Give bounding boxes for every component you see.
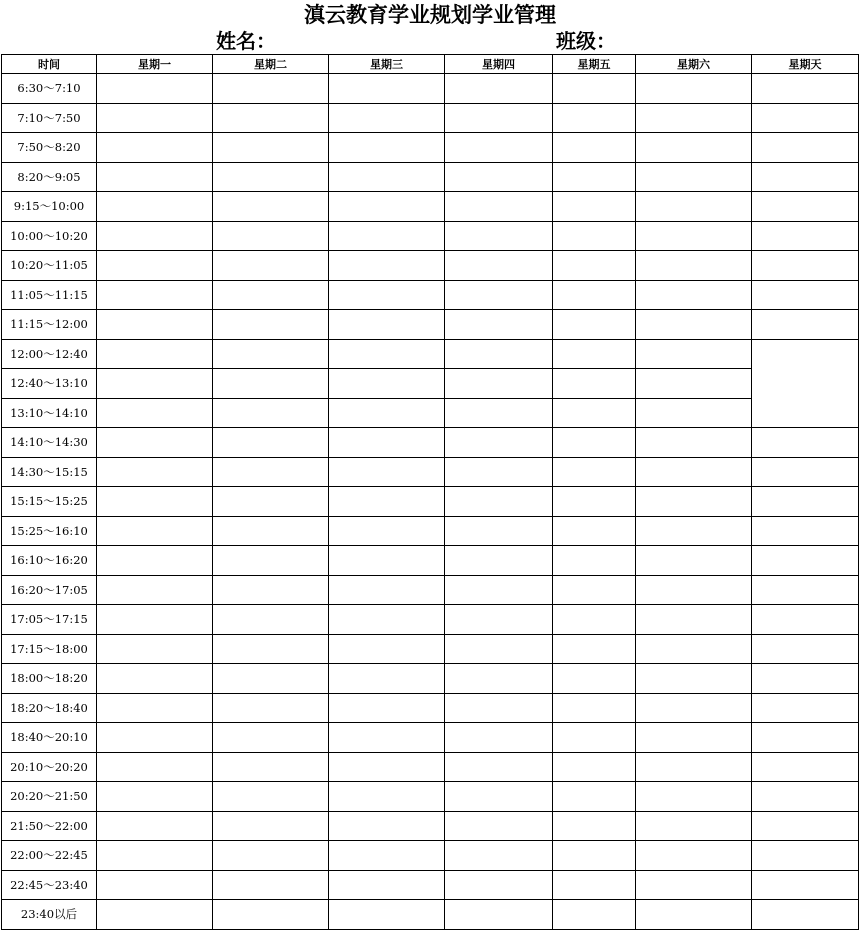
time-slot-cell: 7:50～8:20 [2, 133, 97, 163]
schedule-cell-monday[interactable] [97, 251, 213, 281]
schedule-cell-monday[interactable] [97, 457, 213, 487]
schedule-cell-saturday[interactable] [636, 575, 752, 605]
schedule-cell-saturday[interactable] [636, 811, 752, 841]
time-slot-cell: 18:40～20:10 [2, 723, 97, 753]
schedule-cell-monday[interactable] [97, 398, 213, 428]
schedule-cell-friday[interactable] [553, 339, 636, 369]
table-row [2, 811, 859, 841]
schedule-cell-sunday[interactable] [752, 870, 859, 900]
schedule-cell-thursday[interactable] [445, 192, 553, 222]
table-row [2, 546, 859, 576]
schedule-cell-saturday[interactable] [636, 841, 752, 871]
schedule-cell-monday[interactable] [97, 369, 213, 399]
schedule-table [1, 54, 859, 930]
time-slot-cell: 22:45～23:40 [2, 870, 97, 900]
time-slot-cell: 9:15～10:00 [2, 192, 97, 222]
schedule-cell-sunday[interactable] [752, 310, 859, 340]
schedule-cell-wednesday[interactable] [329, 841, 445, 871]
schedule-cell-tuesday[interactable] [213, 664, 329, 694]
schedule-cell-monday[interactable] [97, 428, 213, 458]
schedule-cell-sunday[interactable] [752, 339, 859, 428]
schedule-cell-monday[interactable] [97, 782, 213, 812]
schedule-cell-saturday[interactable] [636, 398, 752, 428]
schedule-cell-sunday[interactable] [752, 487, 859, 517]
schedule-cell-thursday[interactable] [445, 251, 553, 281]
schedule-cell-sunday[interactable] [752, 74, 859, 104]
schedule-cell-wednesday[interactable] [329, 752, 445, 782]
schedule-cell-sunday[interactable] [752, 811, 859, 841]
schedule-cell-tuesday[interactable] [213, 782, 329, 812]
schedule-cell-monday[interactable] [97, 693, 213, 723]
schedule-cell-friday[interactable] [553, 487, 636, 517]
schedule-cell-monday[interactable] [97, 811, 213, 841]
schedule-cell-sunday[interactable] [752, 900, 859, 930]
schedule-cell-wednesday[interactable] [329, 251, 445, 281]
schedule-cell-saturday[interactable] [636, 339, 752, 369]
schedule-cell-thursday[interactable] [445, 516, 553, 546]
schedule-cell-wednesday[interactable] [329, 487, 445, 517]
schedule-cell-saturday[interactable] [636, 74, 752, 104]
schedule-cell-tuesday[interactable] [213, 457, 329, 487]
schedule-cell-thursday[interactable] [445, 575, 553, 605]
schedule-cell-tuesday[interactable] [213, 575, 329, 605]
schedule-cell-thursday[interactable] [445, 723, 553, 753]
time-slot-cell: 15:15～15:25 [2, 487, 97, 517]
schedule-cell-thursday[interactable] [445, 133, 553, 163]
schedule-cell-monday[interactable] [97, 339, 213, 369]
table-row [2, 428, 859, 458]
schedule-cell-friday[interactable] [553, 280, 636, 310]
schedule-cell-sunday[interactable] [752, 221, 859, 251]
schedule-cell-friday[interactable] [553, 723, 636, 753]
schedule-cell-sunday[interactable] [752, 841, 859, 871]
schedule-cell-sunday[interactable] [752, 280, 859, 310]
schedule-cell-thursday[interactable] [445, 74, 553, 104]
schedule-cell-friday[interactable] [553, 369, 636, 399]
schedule-cell-thursday[interactable] [445, 487, 553, 517]
schedule-cell-monday[interactable] [97, 516, 213, 546]
schedule-cell-tuesday[interactable] [213, 74, 329, 104]
schedule-cell-thursday[interactable] [445, 634, 553, 664]
time-slot-cell: 11:05～11:15 [2, 280, 97, 310]
schedule-cell-friday[interactable] [553, 782, 636, 812]
schedule-cell-wednesday[interactable] [329, 162, 445, 192]
time-slot-cell: 11:15～12:00 [2, 310, 97, 340]
schedule-cell-saturday[interactable] [636, 900, 752, 930]
schedule-cell-monday[interactable] [97, 900, 213, 930]
time-slot-cell: 20:20～21:50 [2, 782, 97, 812]
schedule-cell-wednesday[interactable] [329, 428, 445, 458]
schedule-cell-tuesday[interactable] [213, 251, 329, 281]
schedule-cell-tuesday[interactable] [213, 605, 329, 635]
schedule-cell-monday[interactable] [97, 664, 213, 694]
header-tuesday: 星期二 [213, 55, 329, 74]
table-row [2, 398, 859, 428]
schedule-cell-wednesday[interactable] [329, 310, 445, 340]
schedule-cell-saturday[interactable] [636, 723, 752, 753]
schedule-cell-wednesday[interactable] [329, 664, 445, 694]
table-row [2, 782, 859, 812]
schedule-cell-sunday[interactable] [752, 605, 859, 635]
schedule-cell-wednesday[interactable] [329, 723, 445, 753]
table-row [2, 752, 859, 782]
schedule-cell-sunday[interactable] [752, 634, 859, 664]
schedule-cell-saturday[interactable] [636, 280, 752, 310]
schedule-cell-tuesday[interactable] [213, 280, 329, 310]
schedule-cell-friday[interactable] [553, 870, 636, 900]
schedule-cell-saturday[interactable] [636, 487, 752, 517]
schedule-cell-thursday[interactable] [445, 339, 553, 369]
class-label: 班级： [556, 29, 616, 53]
schedule-cell-sunday[interactable] [752, 752, 859, 782]
schedule-cell-monday[interactable] [97, 280, 213, 310]
header-thursday: 星期四 [445, 55, 553, 74]
schedule-cell-sunday[interactable] [752, 664, 859, 694]
schedule-cell-wednesday[interactable] [329, 339, 445, 369]
schedule-cell-saturday[interactable] [636, 457, 752, 487]
schedule-cell-thursday[interactable] [445, 605, 553, 635]
schedule-cell-monday[interactable] [97, 103, 213, 133]
table-row [2, 634, 859, 664]
header-sunday: 星期天 [752, 55, 859, 74]
schedule-cell-saturday[interactable] [636, 162, 752, 192]
schedule-cell-saturday[interactable] [636, 605, 752, 635]
schedule-cell-thursday[interactable] [445, 900, 553, 930]
schedule-cell-sunday[interactable] [752, 516, 859, 546]
schedule-cell-tuesday[interactable] [213, 841, 329, 871]
schedule-cell-sunday[interactable] [752, 693, 859, 723]
time-slot-cell: 13:10～14:10 [2, 398, 97, 428]
schedule-cell-thursday[interactable] [445, 752, 553, 782]
schedule-cell-tuesday[interactable] [213, 310, 329, 340]
table-row [2, 457, 859, 487]
header-row [2, 55, 859, 74]
schedule-cell-friday[interactable] [553, 634, 636, 664]
schedule-cell-tuesday[interactable] [213, 516, 329, 546]
table-row [2, 74, 859, 104]
schedule-cell-saturday[interactable] [636, 221, 752, 251]
schedule-cell-tuesday[interactable] [213, 693, 329, 723]
table-row [2, 192, 859, 222]
schedule-cell-friday[interactable] [553, 192, 636, 222]
schedule-cell-saturday[interactable] [636, 752, 752, 782]
schedule-cell-sunday[interactable] [752, 251, 859, 281]
schedule-cell-wednesday[interactable] [329, 280, 445, 310]
schedule-cell-saturday[interactable] [636, 251, 752, 281]
schedule-cell-tuesday[interactable] [213, 900, 329, 930]
table-row [2, 251, 859, 281]
schedule-cell-wednesday[interactable] [329, 398, 445, 428]
header-friday: 星期五 [553, 55, 636, 74]
schedule-cell-tuesday[interactable] [213, 487, 329, 517]
schedule-cell-wednesday[interactable] [329, 605, 445, 635]
name-label: 姓名： [216, 29, 276, 53]
schedule-cell-friday[interactable] [553, 516, 636, 546]
schedule-cell-wednesday[interactable] [329, 693, 445, 723]
schedule-cell-monday[interactable] [97, 723, 213, 753]
schedule-cell-wednesday[interactable] [329, 546, 445, 576]
schedule-cell-thursday[interactable] [445, 546, 553, 576]
schedule-cell-friday[interactable] [553, 457, 636, 487]
time-slot-cell: 18:00～18:20 [2, 664, 97, 694]
time-slot-cell: 14:30～15:15 [2, 457, 97, 487]
schedule-cell-wednesday[interactable] [329, 516, 445, 546]
schedule-cell-tuesday[interactable] [213, 221, 329, 251]
table-row [2, 280, 859, 310]
schedule-cell-wednesday[interactable] [329, 74, 445, 104]
schedule-cell-sunday[interactable] [752, 428, 859, 458]
schedule-cell-monday[interactable] [97, 133, 213, 163]
schedule-cell-monday[interactable] [97, 221, 213, 251]
schedule-cell-tuesday[interactable] [213, 339, 329, 369]
schedule-cell-tuesday[interactable] [213, 133, 329, 163]
schedule-cell-monday[interactable] [97, 605, 213, 635]
time-slot-cell: 12:00～12:40 [2, 339, 97, 369]
schedule-cell-saturday[interactable] [636, 546, 752, 576]
schedule-cell-tuesday[interactable] [213, 192, 329, 222]
schedule-cell-saturday[interactable] [636, 369, 752, 399]
time-slot-cell: 14:10～14:30 [2, 428, 97, 458]
schedule-cell-wednesday[interactable] [329, 221, 445, 251]
header-saturday: 星期六 [636, 55, 752, 74]
schedule-cell-sunday[interactable] [752, 546, 859, 576]
schedule-cell-monday[interactable] [97, 162, 213, 192]
table-row [2, 575, 859, 605]
table-row [2, 605, 859, 635]
time-slot-cell: 23:40以后 [2, 900, 97, 930]
schedule-cell-saturday[interactable] [636, 870, 752, 900]
schedule-cell-friday[interactable] [553, 693, 636, 723]
time-slot-cell: 10:20～11:05 [2, 251, 97, 281]
time-slot-cell: 7:10～7:50 [2, 103, 97, 133]
schedule-cell-thursday[interactable] [445, 428, 553, 458]
schedule-cell-thursday[interactable] [445, 457, 553, 487]
schedule-cell-tuesday[interactable] [213, 428, 329, 458]
schedule-cell-saturday[interactable] [636, 133, 752, 163]
schedule-cell-monday[interactable] [97, 752, 213, 782]
schedule-cell-monday[interactable] [97, 192, 213, 222]
schedule-cell-thursday[interactable] [445, 280, 553, 310]
schedule-cell-wednesday[interactable] [329, 575, 445, 605]
schedule-cell-thursday[interactable] [445, 841, 553, 871]
time-slot-cell: 6:30～7:10 [2, 74, 97, 104]
schedule-cell-tuesday[interactable] [213, 634, 329, 664]
schedule-cell-friday[interactable] [553, 398, 636, 428]
schedule-cell-tuesday[interactable] [213, 162, 329, 192]
schedule-cell-thursday[interactable] [445, 811, 553, 841]
schedule-cell-wednesday[interactable] [329, 782, 445, 812]
schedule-cell-friday[interactable] [553, 74, 636, 104]
schedule-cell-sunday[interactable] [752, 103, 859, 133]
schedule-cell-wednesday[interactable] [329, 457, 445, 487]
document-title: 滇云教育学业规划学业管理 [304, 2, 556, 27]
table-row [2, 221, 859, 251]
schedule-cell-tuesday[interactable] [213, 398, 329, 428]
schedule-cell-saturday[interactable] [636, 782, 752, 812]
schedule-cell-monday[interactable] [97, 74, 213, 104]
table-row [2, 841, 859, 871]
schedule-cell-sunday[interactable] [752, 575, 859, 605]
schedule-cell-tuesday[interactable] [213, 811, 329, 841]
schedule-cell-wednesday[interactable] [329, 369, 445, 399]
table-row [2, 133, 859, 163]
schedule-cell-friday[interactable] [553, 575, 636, 605]
schedule-cell-friday[interactable] [553, 133, 636, 163]
schedule-cell-thursday[interactable] [445, 310, 553, 340]
schedule-cell-friday[interactable] [553, 103, 636, 133]
table-row [2, 516, 859, 546]
schedule-cell-tuesday[interactable] [213, 723, 329, 753]
table-row [2, 339, 859, 369]
schedule-cell-saturday[interactable] [636, 192, 752, 222]
schedule-cell-sunday[interactable] [752, 723, 859, 753]
time-slot-cell: 20:10～20:20 [2, 752, 97, 782]
schedule-cell-thursday[interactable] [445, 782, 553, 812]
schedule-cell-saturday[interactable] [636, 634, 752, 664]
schedule-cell-monday[interactable] [97, 310, 213, 340]
schedule-cell-friday[interactable] [553, 811, 636, 841]
table-row [2, 487, 859, 517]
table-row [2, 723, 859, 753]
time-slot-cell: 17:15～18:00 [2, 634, 97, 664]
time-slot-cell: 10:00～10:20 [2, 221, 97, 251]
schedule-cell-sunday[interactable] [752, 192, 859, 222]
schedule-cell-wednesday[interactable] [329, 103, 445, 133]
time-slot-cell: 18:20～18:40 [2, 693, 97, 723]
header-wednesday: 星期三 [329, 55, 445, 74]
schedule-cell-wednesday[interactable] [329, 634, 445, 664]
schedule-cell-wednesday[interactable] [329, 133, 445, 163]
table-row [2, 870, 859, 900]
time-slot-cell: 15:25～16:10 [2, 516, 97, 546]
schedule-cell-saturday[interactable] [636, 516, 752, 546]
schedule-cell-monday[interactable] [97, 870, 213, 900]
schedule-cell-friday[interactable] [553, 310, 636, 340]
schedule-cell-saturday[interactable] [636, 693, 752, 723]
schedule-cell-tuesday[interactable] [213, 369, 329, 399]
schedule-cell-tuesday[interactable] [213, 870, 329, 900]
time-slot-cell: 16:10～16:20 [2, 546, 97, 576]
schedule-cell-tuesday[interactable] [213, 752, 329, 782]
table-row [2, 310, 859, 340]
time-slot-cell: 16:20～17:05 [2, 575, 97, 605]
schedule-cell-friday[interactable] [553, 752, 636, 782]
schedule-cell-sunday[interactable] [752, 162, 859, 192]
time-slot-cell: 8:20～9:05 [2, 162, 97, 192]
schedule-cell-tuesday[interactable] [213, 546, 329, 576]
schedule-cell-thursday[interactable] [445, 870, 553, 900]
table-row [2, 162, 859, 192]
schedule-cell-friday[interactable] [553, 841, 636, 871]
header-monday: 星期一 [97, 55, 213, 74]
time-slot-cell: 22:00～22:45 [2, 841, 97, 871]
schedule-cell-saturday[interactable] [636, 310, 752, 340]
schedule-cell-monday[interactable] [97, 487, 213, 517]
schedule-cell-wednesday[interactable] [329, 192, 445, 222]
schedule-cell-wednesday[interactable] [329, 870, 445, 900]
time-slot-cell: 12:40～13:10 [2, 369, 97, 399]
schedule-cell-monday[interactable] [97, 841, 213, 871]
schedule-cell-tuesday[interactable] [213, 103, 329, 133]
schedule-cell-friday[interactable] [553, 221, 636, 251]
schedule-cell-friday[interactable] [553, 428, 636, 458]
time-slot-cell: 21:50～22:00 [2, 811, 97, 841]
schedule-cell-sunday[interactable] [752, 457, 859, 487]
schedule-cell-saturday[interactable] [636, 103, 752, 133]
header-time: 时间 [2, 55, 97, 74]
schedule-cell-friday[interactable] [553, 546, 636, 576]
schedule-cell-sunday[interactable] [752, 133, 859, 163]
table-row [2, 693, 859, 723]
schedule-cell-thursday[interactable] [445, 221, 553, 251]
time-slot-cell: 17:05～17:15 [2, 605, 97, 635]
schedule-cell-friday[interactable] [553, 900, 636, 930]
schedule-cell-thursday[interactable] [445, 369, 553, 399]
schedule-cell-monday[interactable] [97, 575, 213, 605]
schedule-cell-saturday[interactable] [636, 664, 752, 694]
schedule-cell-monday[interactable] [97, 546, 213, 576]
schedule-cell-wednesday[interactable] [329, 900, 445, 930]
schedule-cell-thursday[interactable] [445, 162, 553, 192]
schedule-cell-friday[interactable] [553, 605, 636, 635]
schedule-cell-monday[interactable] [97, 634, 213, 664]
schedule-cell-wednesday[interactable] [329, 811, 445, 841]
schedule-cell-friday[interactable] [553, 162, 636, 192]
schedule-cell-thursday[interactable] [445, 103, 553, 133]
schedule-cell-thursday[interactable] [445, 693, 553, 723]
table-row [2, 103, 859, 133]
schedule-cell-friday[interactable] [553, 251, 636, 281]
table-row [2, 369, 859, 399]
schedule-cell-friday[interactable] [553, 664, 636, 694]
table-row [2, 664, 859, 694]
schedule-cell-thursday[interactable] [445, 398, 553, 428]
schedule-cell-sunday[interactable] [752, 782, 859, 812]
schedule-cell-saturday[interactable] [636, 428, 752, 458]
table-row [2, 900, 859, 930]
schedule-cell-thursday[interactable] [445, 664, 553, 694]
